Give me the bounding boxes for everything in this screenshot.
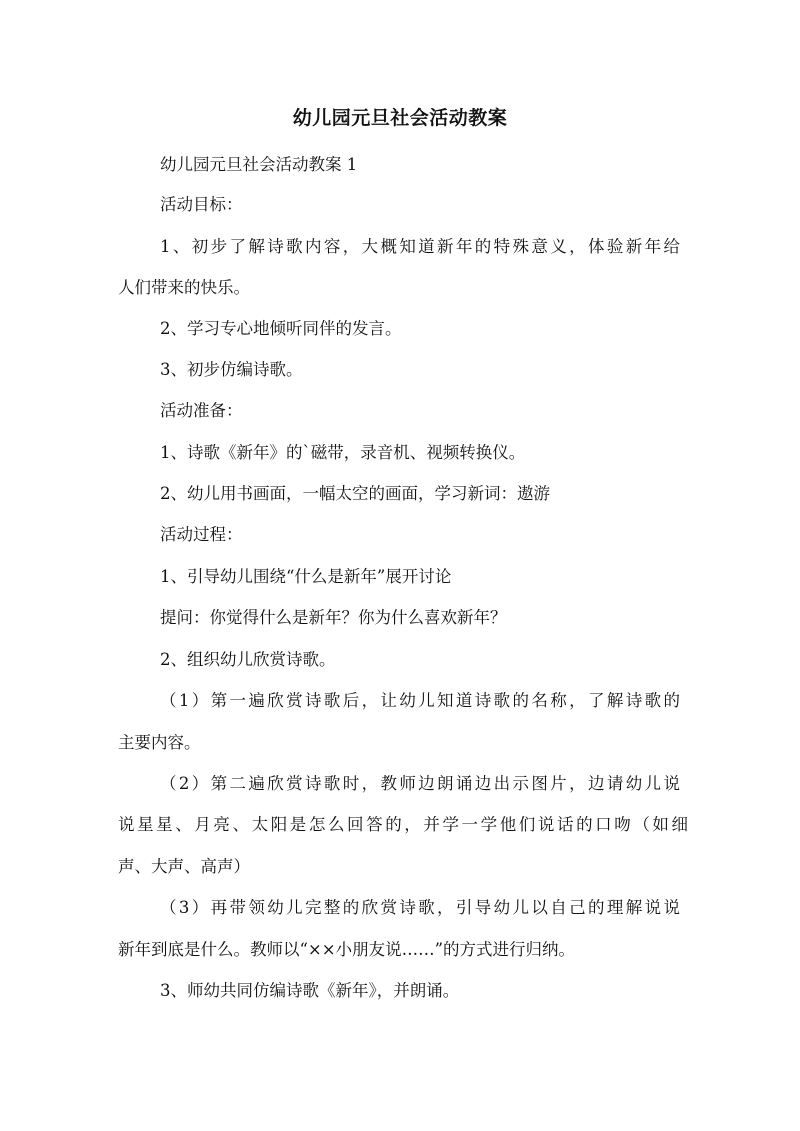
- process-1: 1、引导幼儿围绕“什么是新年”展开讨论: [160, 567, 452, 586]
- process-3: 3、师幼共同仿编诗歌《新年》，并朗诵。: [160, 981, 460, 1000]
- step-2-line-1: （2）第二遍欣赏诗歌时，教师边朗诵边出示图片，边请幼儿说: [160, 774, 680, 793]
- process-question: 提问：你觉得什么是新年？你为什么喜欢新年？: [160, 608, 507, 627]
- process-2: 2、组织幼儿欣赏诗歌。: [160, 650, 336, 669]
- step-2-line-2: 说星星、月亮、太阳是怎么回答的，并学一学他们说话的口吻（如细: [118, 815, 688, 834]
- heading-activity-prep: 活动准备：: [160, 401, 243, 420]
- heading-activity-goals: 活动目标：: [160, 195, 243, 214]
- goal-1-line-1: 1、初步了解诗歌内容，大概知道新年的特殊意义，体验新年给: [160, 237, 680, 256]
- goal-2: 2、学习专心地倾听同伴的发言。: [160, 319, 402, 338]
- heading-activity-process: 活动过程：: [160, 525, 243, 544]
- step-3-line-1: （3）再带领幼儿完整的欣赏诗歌，引导幼儿以自己的理解说说: [160, 898, 680, 917]
- step-3-line-2: 新年到底是什么。教师以“××小朋友说……”的方式进行归纳。: [118, 940, 576, 959]
- step-2-line-3: 声、大声、高声）: [118, 857, 250, 876]
- step-1-line-2: 主要内容。: [118, 733, 201, 752]
- prep-2: 2、幼儿用书画面，一幅太空的画面，学习新词：遨游: [160, 484, 550, 503]
- document-title: 幼儿园元旦社会活动教案: [292, 107, 508, 129]
- step-1-line-1: （1）第一遍欣赏诗歌后，让幼儿知道诗歌的名称，了解诗歌的: [160, 691, 680, 710]
- prep-1: 1、诗歌《新年》的`磁带，录音机、视频转换仪。: [160, 443, 526, 462]
- section-heading-plan-1: 幼儿园元旦社会活动教案 1: [160, 155, 358, 174]
- goal-3: 3、初步仿编诗歌。: [160, 360, 303, 379]
- goal-1-line-2: 人们带来的快乐。: [118, 278, 250, 297]
